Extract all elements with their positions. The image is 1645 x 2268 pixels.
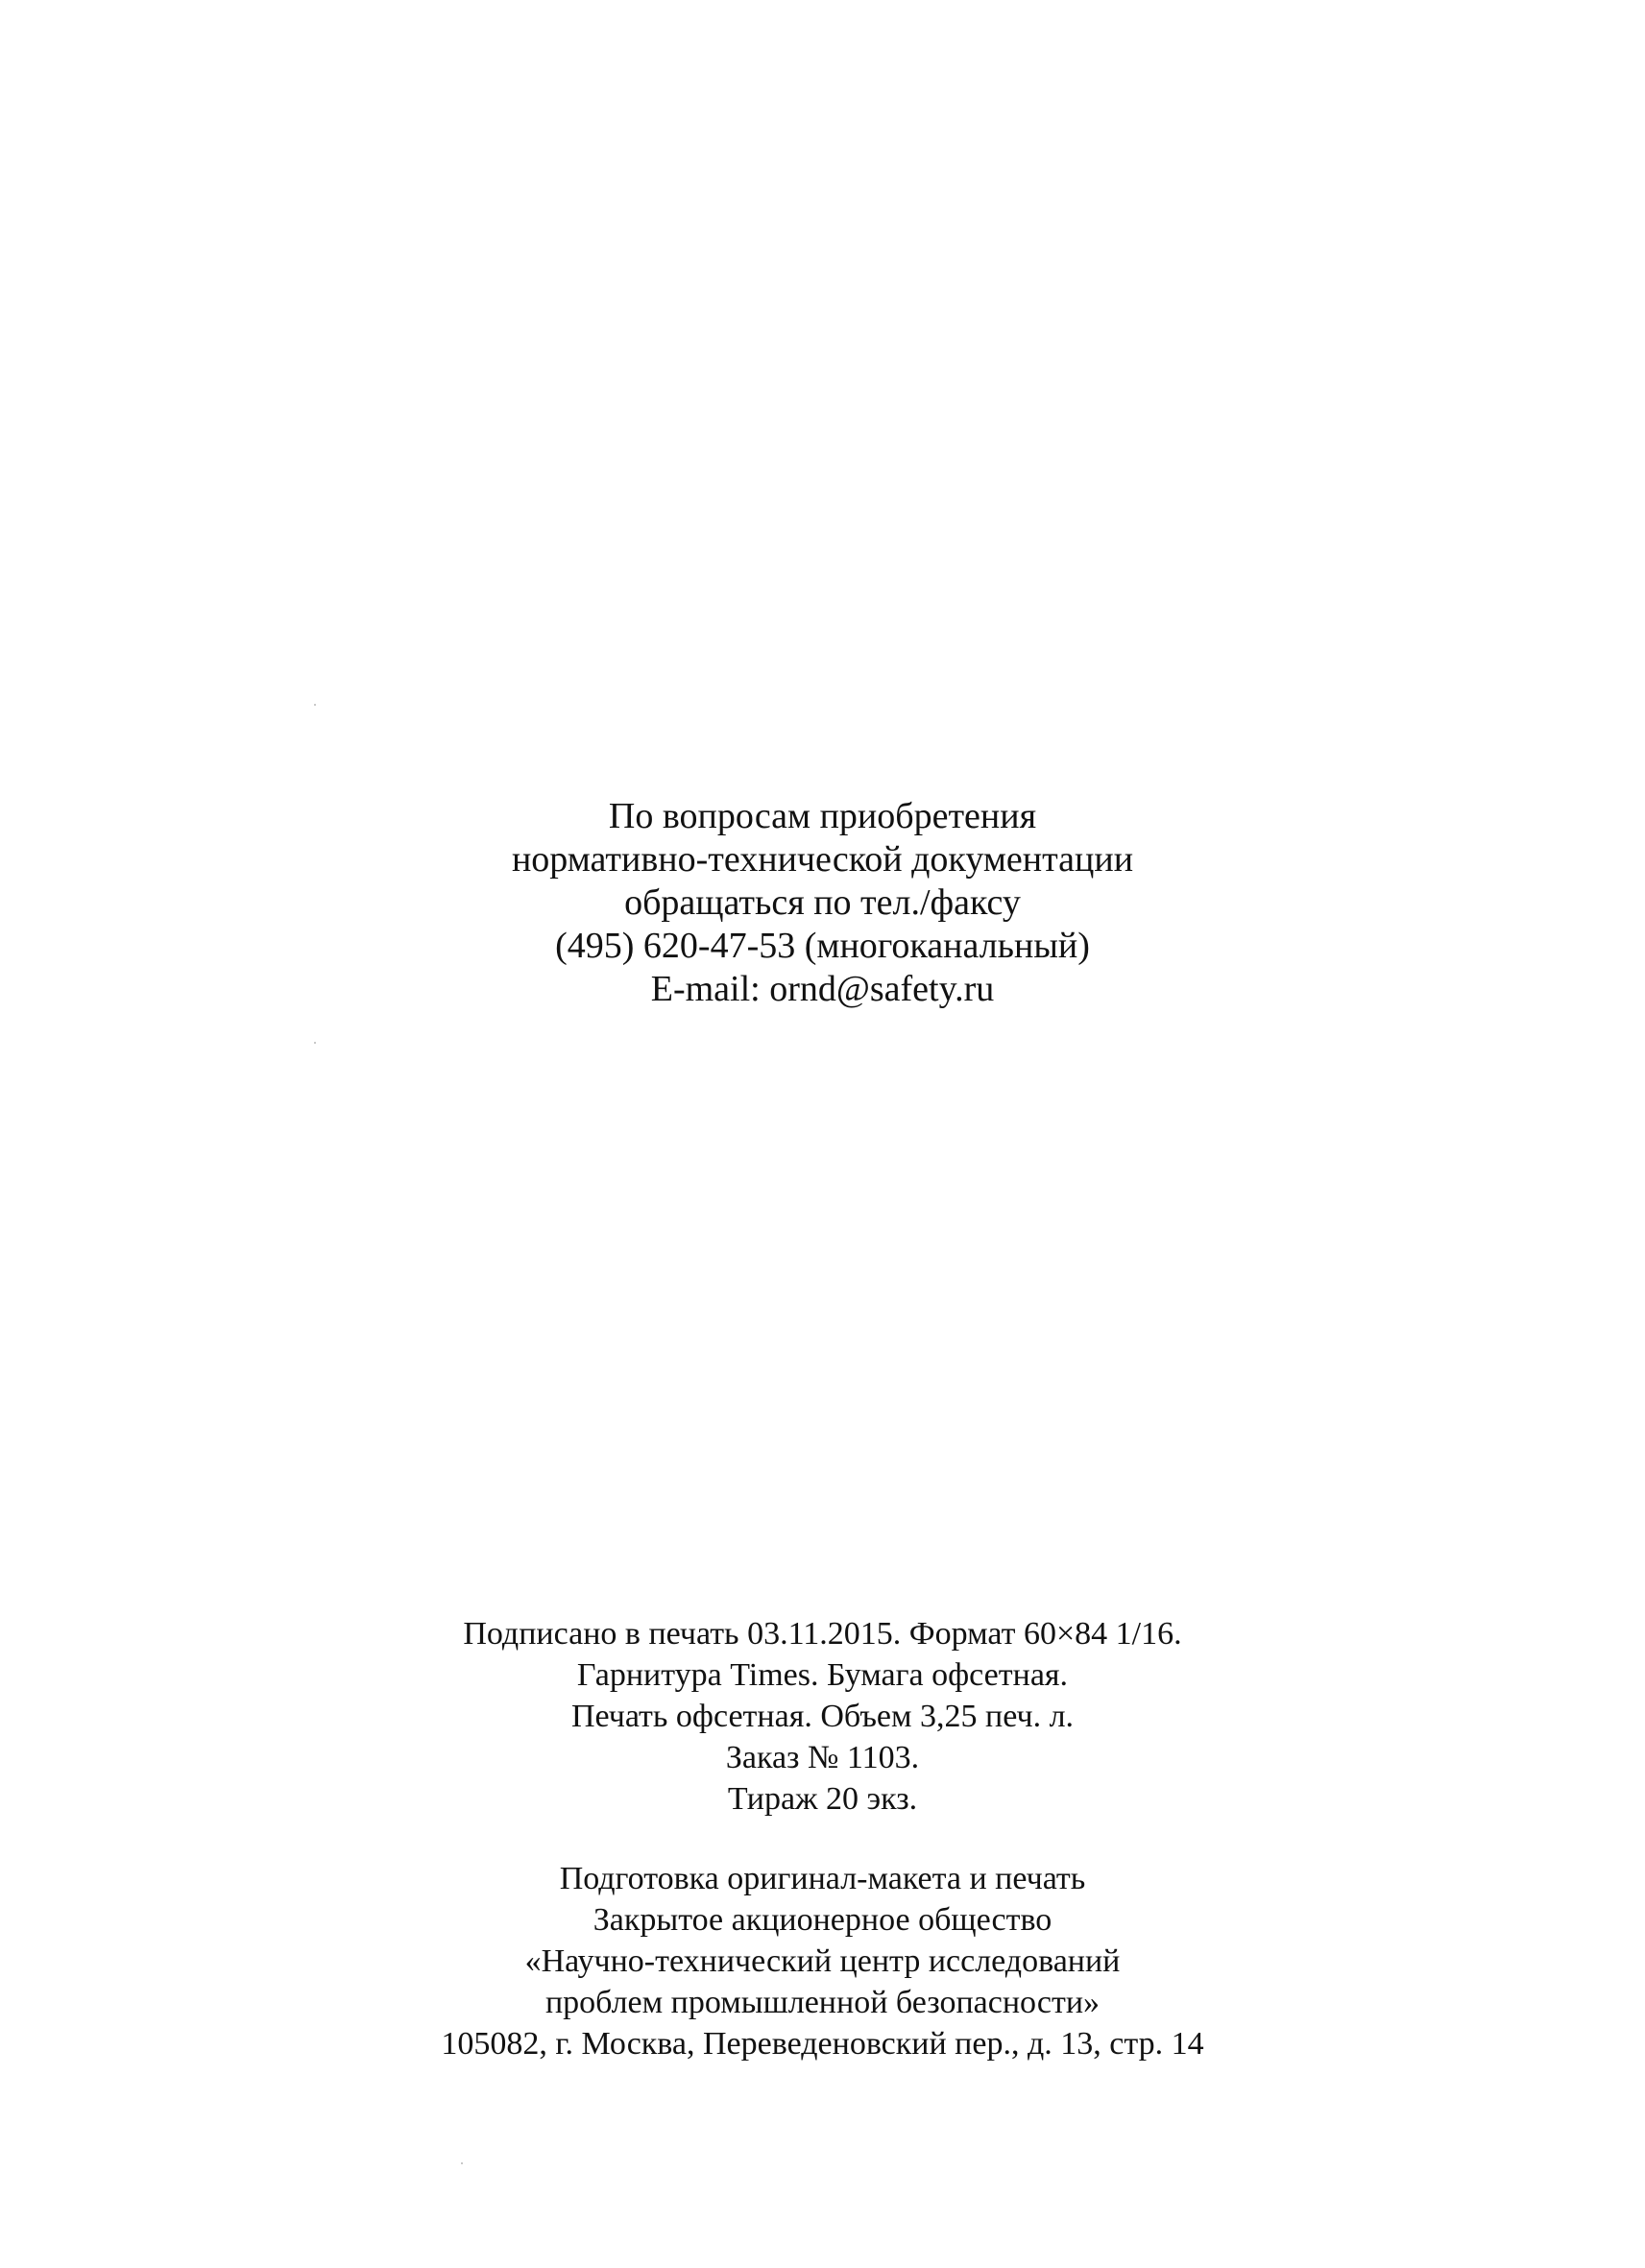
printer-line-company-type: Закрытое акционерное общество: [593, 1902, 1052, 1938]
contact-line-phone: (495) 620-47-53 (многоканальный): [555, 926, 1090, 966]
contact-line-phone-label: обращаться по тел./факсу: [624, 882, 1021, 923]
scan-speck: [314, 704, 316, 706]
printer-line-preparation: Подготовка оригинал-макета и печать: [559, 1861, 1086, 1896]
imprint-line-typeface: Гарнитура Times. Бумага офсетная.: [576, 1657, 1069, 1693]
printer-line-company-name-2: проблем промышленной безопасности»: [544, 1985, 1101, 2020]
printer-line-company-name-1: «Научно-технический центр исследований: [524, 1943, 1121, 1979]
contact-line-documentation: нормативно-технической документации: [511, 839, 1134, 880]
printer-info-block: [0, 1858, 1645, 2064]
imprint-line-signed: Подписано в печать 03.11.2015. Формат 60×84 1/16.: [463, 1616, 1182, 1652]
imprint-block: [0, 1613, 1645, 1820]
scan-speck: [461, 2162, 463, 2164]
imprint-line-order: Заказ № 1103.: [725, 1740, 920, 1775]
imprint-line-print-run: Тираж 20 экз.: [727, 1781, 918, 1817]
contact-line-purchase: По вопросам приобретения: [608, 796, 1037, 836]
contact-line-email: E-mail: ornd@safety.ru: [650, 969, 995, 1009]
imprint-line-printing: Печать офсетная. Объем 3,25 печ. л.: [570, 1699, 1075, 1734]
contact-info-block: [0, 795, 1645, 1011]
scan-speck: [314, 1042, 316, 1044]
printer-line-address: 105082, г. Москва, Переведеновский пер., д. 13, стр. 14: [441, 2026, 1204, 2062]
